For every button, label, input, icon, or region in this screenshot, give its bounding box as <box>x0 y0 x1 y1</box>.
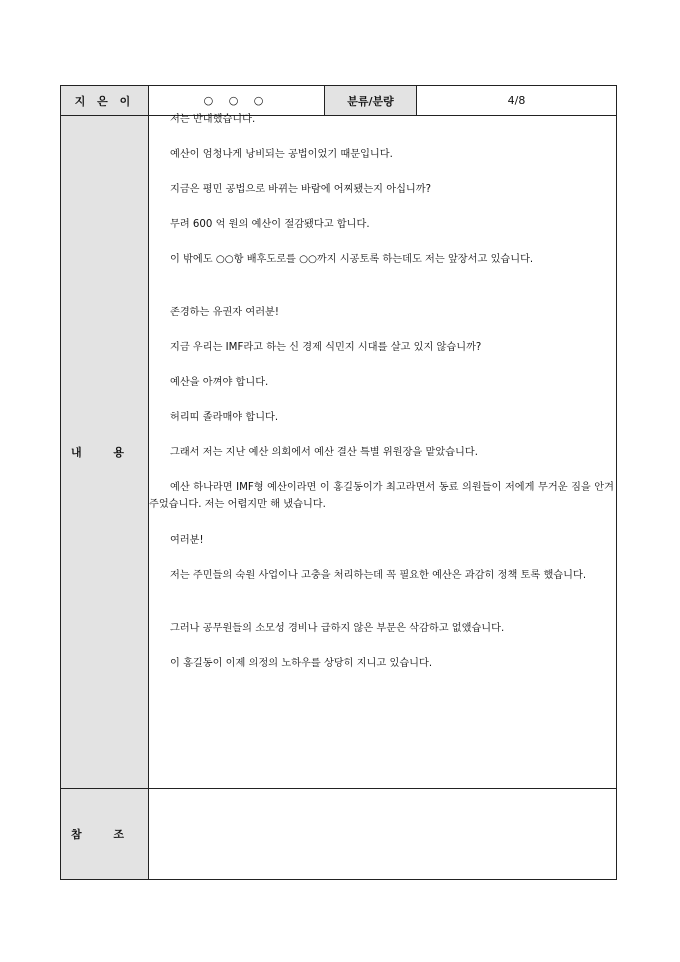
paragraph-text: 이 홍길동이 이제 의정의 노하우를 상당히 지니고 있습니다. <box>170 658 433 669</box>
category-value: 4/8 <box>507 94 526 107</box>
paragraph <box>149 655 616 672</box>
author-value: ○ ○ ○ <box>149 86 325 115</box>
paragraph <box>149 181 616 198</box>
paragraph <box>149 567 616 584</box>
paragraph-text: 허리띠 졸라매야 합니다. <box>170 412 279 423</box>
reference-body <box>149 788 616 879</box>
paragraph <box>149 444 616 461</box>
paragraph <box>149 479 616 513</box>
content-label: 내 용 <box>61 116 149 788</box>
paragraph-text: 지금 우리는 IMF라고 하는 신 경제 식민지 시대를 살고 있지 않습니까? <box>170 342 482 353</box>
paragraph-text: 지금은 평민 공법으로 바뀌는 바람에 어찌됐는지 아십니까? <box>170 184 432 195</box>
paragraph <box>149 216 616 233</box>
paragraph-text: 무려 600 억 원의 예산이 절감됐다고 합니다. <box>170 219 370 230</box>
paragraph-text: 존경하는 유권자 여러분! <box>170 307 279 318</box>
document-form-table <box>60 85 617 880</box>
paragraph-text: 이 밖에도 ○○항 배후도로를 ○○까지 시공토록 하는데도 저는 앞장서고 있습니다. <box>170 254 534 265</box>
paragraph <box>149 304 616 321</box>
paragraph <box>149 620 616 637</box>
paragraph <box>149 374 616 391</box>
author-label: 지 은 이 <box>61 86 149 115</box>
paragraph <box>149 111 616 128</box>
paragraph-text: 그래서 저는 지난 예산 의회에서 예산 결산 특별 위원장을 맡았습니다. <box>170 447 478 458</box>
paragraph-text: 예산을 아껴야 합니다. <box>170 377 269 388</box>
content-body <box>149 116 616 788</box>
paragraph <box>149 532 616 549</box>
paragraph <box>149 339 616 356</box>
paragraph-text: 여러분! <box>170 535 204 546</box>
paragraph <box>149 409 616 426</box>
paragraph-text: 그러나 공무원들의 소모성 경비나 급하지 않은 부문은 삭감하고 없앴습니다. <box>170 623 505 634</box>
paragraph-text: 저는 주민들의 숙원 사업이나 고충을 처리하는데 꼭 필요한 예산은 과감히 정책 토록 했습니다. <box>170 570 587 581</box>
reference-label: 참 조 <box>61 788 149 879</box>
paragraph-text: 예산 하나라면 IMF형 예산이라면 이 홍길동이가 최고라면서 동료 의원들이 저에게 무거운 짐을 안겨주었습니다. 저는 어렵지만 해 냈습니다. <box>149 482 614 510</box>
paragraph-text: 저는 반대했습니다. <box>170 114 256 125</box>
paragraph-text: 예산이 엄청나게 낭비되는 공법이었기 때문입니다. <box>170 149 393 160</box>
category-label: 분류/분량 <box>325 86 417 115</box>
paragraph <box>149 251 616 268</box>
paragraph <box>149 146 616 163</box>
